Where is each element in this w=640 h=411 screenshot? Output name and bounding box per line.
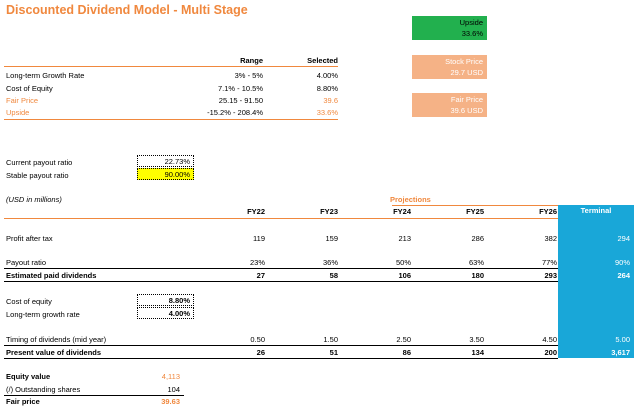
pv-fy24: 86: [402, 348, 411, 357]
timing-label: Timing of dividends (mid year): [6, 335, 107, 344]
timing-fy23: 1.50: [323, 335, 338, 344]
paid-fy24: 106: [398, 271, 411, 280]
paid-fy22: 27: [256, 271, 265, 280]
paid-fy23: 58: [329, 271, 338, 280]
timing-fy22: 0.50: [250, 335, 265, 344]
fair-price-value: 39.63: [161, 397, 180, 406]
equity-label: Equity value: [6, 372, 51, 381]
paid-dividends-label: Estimated paid dividends: [6, 271, 97, 280]
timing-fy25: 3.50: [469, 335, 484, 344]
stable-payout-input[interactable]: 90.00%: [137, 168, 194, 180]
stock-price-box-value: 29.7 USD: [450, 68, 483, 77]
lt-growth-label: Long-term growth rate: [6, 310, 80, 319]
upside-box-value: 33.6%: [461, 29, 483, 38]
shares-label: (/) Outstanding shares: [6, 385, 81, 394]
col-header-fy26: FY26: [539, 207, 557, 216]
summary-row-label-growth: Long-term Growth Rate: [6, 71, 85, 80]
shares-value: 104: [167, 385, 180, 394]
paid-line: [4, 281, 558, 282]
stable-payout-label: Stable payout ratio: [6, 171, 69, 180]
payout-fy26: 77%: [541, 258, 557, 267]
pv-fy23: 51: [329, 348, 338, 357]
pv-label: Present value of dividends: [6, 348, 102, 357]
stock-price-box-label: Stock Price: [445, 57, 483, 66]
payout-ratio-label: Payout ratio: [6, 258, 47, 267]
summary-row-label-upside: Upside: [6, 108, 30, 117]
profit-fy23: 159: [325, 234, 338, 243]
paid-fy25: 180: [471, 271, 484, 280]
coe-label: Cost of equity: [6, 297, 52, 306]
range-header: Range: [240, 56, 263, 65]
equity-value: 4,113: [161, 372, 180, 381]
projections-columns-line: [4, 218, 558, 219]
paid-fy26: 293: [544, 271, 557, 280]
col-header-terminal: Terminal: [558, 205, 634, 217]
summary-row-selected-growth: 4.00%: [316, 71, 338, 80]
profit-fy25: 286: [471, 234, 484, 243]
fair-price-box-value: 39.6 USD: [450, 106, 483, 115]
current-payout-input[interactable]: 22.73%: [137, 155, 194, 167]
payout-line: [4, 268, 558, 269]
col-header-fy24: FY24: [393, 207, 411, 216]
pv-fy26: 200: [544, 348, 557, 357]
summary-row-label-coe: Cost of Equity: [6, 84, 53, 93]
lt-growth-input[interactable]: 4.00%: [137, 307, 194, 319]
paid-terminal: 264: [617, 271, 630, 280]
fair-price-label: Fair price: [6, 397, 40, 406]
profit-fy22: 119: [253, 234, 265, 243]
coe-input[interactable]: 8.80%: [137, 294, 194, 306]
upside-box: [412, 16, 487, 40]
page-title: Discounted Dividend Model - Multi Stage: [6, 3, 248, 17]
projections-header: Projections: [390, 195, 431, 204]
summary-row-label-fair: Fair Price: [6, 96, 39, 105]
fair-price-box-label: Fair Price: [450, 95, 483, 104]
summary-row-range-upside: -15.2% - 208.4%: [207, 108, 263, 117]
stock-price-box: [412, 55, 487, 79]
summary-bottom-line: [4, 119, 338, 120]
timing-fy26: 4.50: [542, 335, 557, 344]
pv-terminal: 3,617: [611, 348, 630, 357]
summary-row-range-fair: 25.15 - 91.50: [218, 96, 263, 105]
summary-header-line: [4, 66, 338, 67]
profit-terminal: 294: [617, 234, 630, 243]
timing-terminal: 5.00: [615, 335, 630, 344]
summary-row-selected-coe: 8.80%: [316, 84, 338, 93]
pv-line: [4, 358, 558, 359]
summary-row-selected-fair: 39.6: [323, 96, 338, 105]
timing-fy24: 2.50: [396, 335, 411, 344]
col-header-fy22: FY22: [247, 207, 265, 216]
units-label: (USD in millions): [6, 195, 62, 204]
valuation-line: [4, 395, 184, 396]
timing-line: [4, 345, 558, 346]
payout-fy25: 63%: [468, 258, 484, 267]
projections-header-line: [392, 205, 558, 206]
upside-box-label: Upside: [459, 18, 483, 27]
payout-fy22: 23%: [249, 258, 265, 267]
pv-fy22: 26: [256, 348, 265, 357]
profit-label: Profit after tax: [6, 234, 53, 243]
profit-fy24: 213: [398, 234, 411, 243]
summary-row-range-growth: 3% - 5%: [234, 71, 263, 80]
selected-header: Selected: [307, 56, 338, 65]
payout-terminal: 90%: [614, 258, 630, 267]
fair-price-box: [412, 93, 487, 117]
col-header-fy23: FY23: [320, 207, 338, 216]
pv-fy25: 134: [471, 348, 484, 357]
summary-row-range-coe: 7.1% - 10.5%: [217, 84, 263, 93]
col-header-fy25: FY25: [466, 207, 484, 216]
current-payout-label: Current payout ratio: [6, 158, 73, 167]
profit-fy26: 382: [544, 234, 557, 243]
summary-row-selected-upside: 33.6%: [316, 108, 338, 117]
payout-fy23: 36%: [322, 258, 338, 267]
payout-fy24: 50%: [395, 258, 411, 267]
